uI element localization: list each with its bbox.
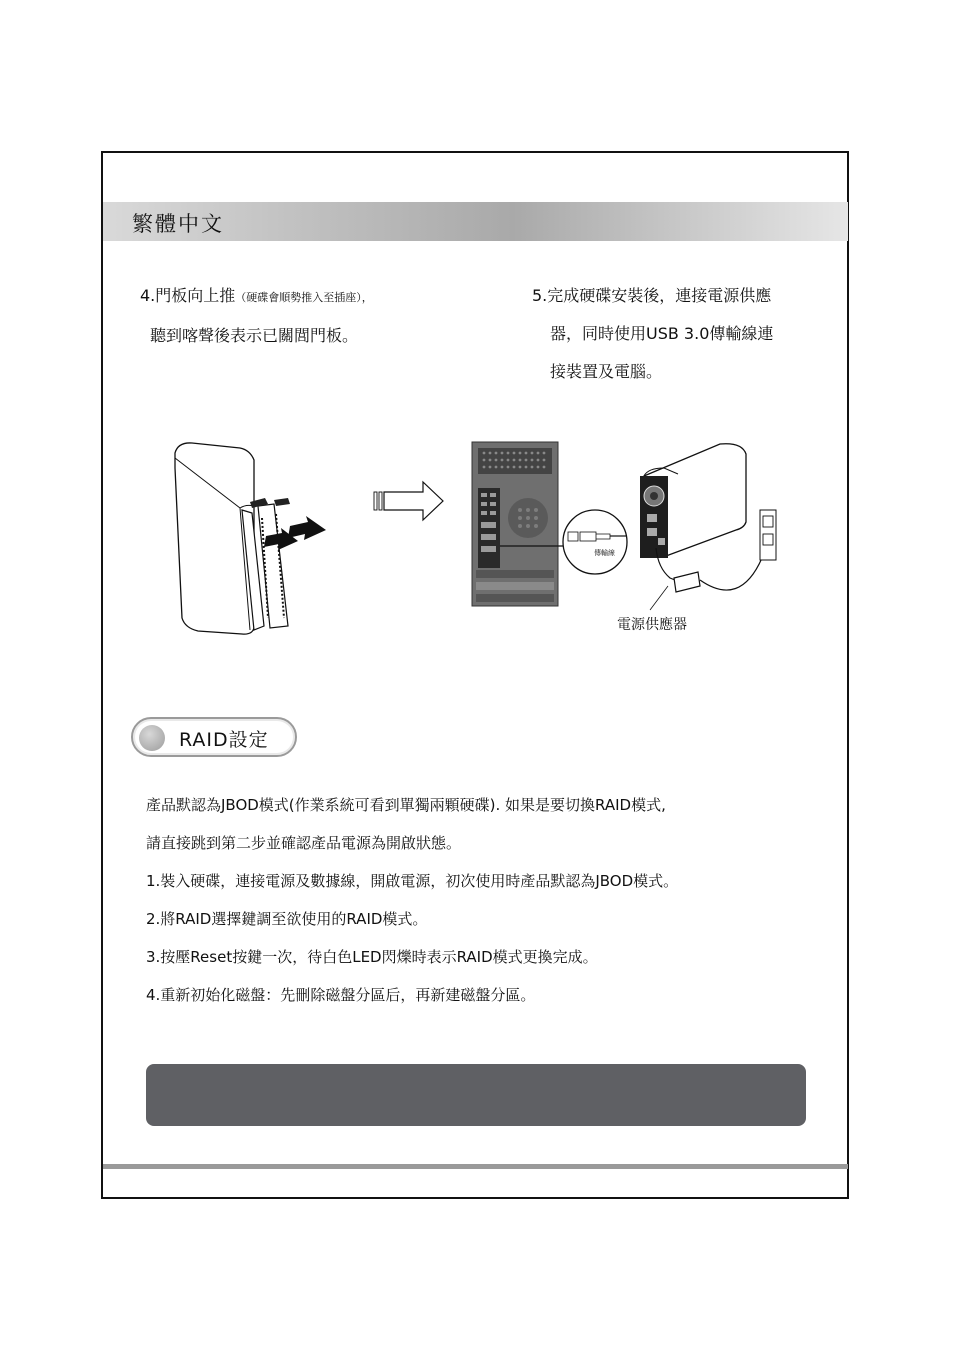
raid-intro-line1: 產品默認為JBOD模式(作業系統可看到單獨兩顆硬碟). 如果是要切換RAID模式, [146, 796, 666, 814]
step-4-main: 門板向上推 [155, 286, 236, 305]
step-4-line2: 聽到喀聲後表示已關閭門板。 [150, 326, 359, 345]
raid-step-1: 1.裝入硬碟，連接電源及數據線，開啟電源，初次使用時產品默認為JBOD模式。 [146, 872, 679, 890]
step-5-line3: 接裝置及電腦。 [550, 362, 663, 381]
raid-step-2: 2.將RAID選擇鍵調至欲使用的RAID模式。 [146, 910, 428, 928]
bullet-circle-icon [139, 725, 165, 751]
step-5-line1: 完成硬碟安裝後，連接電源供應 [547, 286, 772, 305]
bottom-divider [103, 1164, 848, 1169]
raid-step-3: 3.按壓Reset按鍵一次，待白色LED閃爍時表示RAID模式更換完成。 [146, 948, 598, 966]
raid-step-4: 4.重新初始化磁盤：先刪除磁盤分區后，再新建磁盤分區。 [146, 986, 536, 1004]
step-4 [140, 277, 470, 355]
power-supply-label: 電源供應器 [617, 617, 687, 633]
raid-instructions [146, 786, 826, 1014]
enclosure-door-illustration [170, 438, 330, 638]
footer-banner [146, 1064, 806, 1126]
raid-section-heading [131, 717, 297, 757]
step-5-number: 5. [532, 286, 548, 305]
arrow-right-icon [373, 480, 445, 522]
step-5 [532, 277, 822, 391]
language-title: 繁體中文 [132, 212, 224, 236]
step-4-note: （硬碟會順勢推入至插座）， [235, 291, 373, 304]
connection-illustration [470, 438, 790, 613]
step-4-number: 4. [140, 286, 156, 305]
raid-intro-line2: 請直接跳到第二步並確認產品電源為開啟狀態。 [146, 834, 462, 852]
cable-label: 傳輸線 [594, 549, 615, 557]
step-5-line2: 器，同時使用USB 3.0傳輸線連 [550, 324, 774, 343]
raid-section-title: RAID設定 [179, 729, 269, 751]
